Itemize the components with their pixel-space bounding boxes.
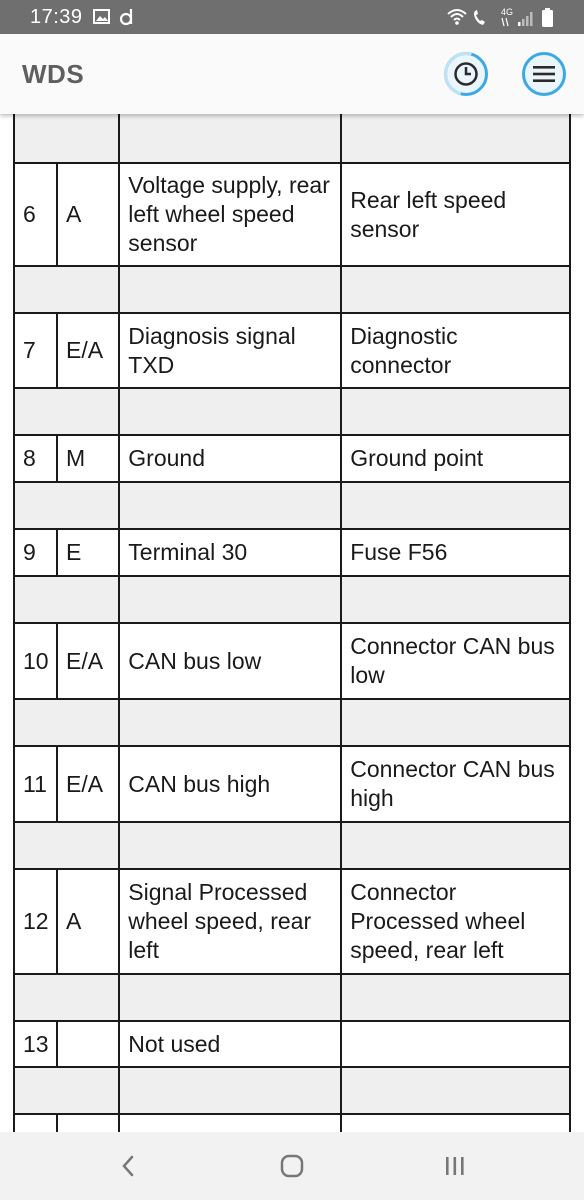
app-bar: [0, 34, 584, 114]
separator-row: [14, 699, 570, 746]
separator-row: [14, 388, 570, 435]
pin-table: [13, 114, 571, 1132]
description-cell: Diagnosis signal TXD: [119, 313, 341, 388]
description-cell: Terminal 30: [119, 529, 341, 576]
connection-cell: Rear left speed sensor: [341, 163, 570, 266]
system-nav-bar: [0, 1132, 584, 1200]
description-cell: CAN bus high: [119, 746, 341, 822]
signal-icon: [518, 12, 533, 26]
d-app-icon: [121, 9, 131, 24]
wifi-icon: [448, 10, 466, 25]
separator-row: [14, 974, 570, 1021]
type-cell: A: [57, 163, 119, 266]
back-button[interactable]: [88, 1132, 168, 1200]
table-row: [14, 1021, 570, 1067]
pin-cell: 12: [14, 869, 57, 974]
hamburger-menu-icon: [533, 65, 555, 83]
table-row: [14, 435, 570, 482]
status-time: 17:39: [30, 6, 83, 28]
menu-button[interactable]: [522, 52, 566, 96]
status-bar: [0, 0, 584, 34]
separator-row: [14, 266, 570, 313]
home-icon: [279, 1153, 305, 1179]
4g-icon: [501, 7, 513, 26]
type-cell: [57, 1021, 119, 1067]
recents-button[interactable]: [415, 1132, 495, 1200]
connection-cell: Ground point: [341, 435, 570, 482]
connection-cell: Connector CAN bus high: [341, 746, 570, 822]
table-row: [14, 313, 570, 388]
pin-cell: 7: [14, 313, 57, 388]
table-row: [14, 746, 570, 822]
separator-row: [14, 1067, 570, 1114]
connection-cell: Connector Processed wheel speed, rear left: [341, 869, 570, 974]
description-cell: Voltage supply, rear left wheel speed sensor: [119, 163, 341, 266]
table-row-partial: [14, 1114, 570, 1132]
type-cell: A: [57, 869, 119, 974]
pin-cell: 10: [14, 623, 57, 699]
type-cell: E/A: [57, 623, 119, 699]
table-row: [14, 623, 570, 699]
recents-icon: [443, 1155, 467, 1177]
description-cell: Not used: [119, 1021, 341, 1067]
table-row: [14, 163, 570, 266]
separator-row: [14, 482, 570, 529]
status-left-icons: [93, 8, 143, 26]
separator-row: [14, 114, 570, 163]
connection-cell: Connector CAN bus low: [341, 623, 570, 699]
table-row: [14, 529, 570, 576]
pin-cell: 8: [14, 435, 57, 482]
type-cell: M: [57, 435, 119, 482]
home-button[interactable]: [252, 1132, 332, 1200]
back-chevron-icon: [120, 1154, 136, 1178]
network-label: 4G: [501, 7, 514, 17]
app-title: WDS: [22, 59, 85, 89]
pin-cell: 11: [14, 746, 57, 822]
type-cell: E: [57, 529, 119, 576]
connection-cell: [341, 1021, 570, 1067]
type-cell: E/A: [57, 746, 119, 822]
history-button[interactable]: [444, 52, 488, 96]
image-icon: [94, 10, 109, 23]
clock-icon: [453, 61, 479, 87]
description-cell: Ground: [119, 435, 341, 482]
pin-cell: 13: [14, 1021, 57, 1067]
pin-table-container[interactable]: [0, 114, 584, 1132]
battery-icon: [542, 8, 553, 27]
separator-row: [14, 822, 570, 869]
separator-row: [14, 576, 570, 623]
pin-cell: 6: [14, 163, 57, 266]
pin-cell: 9: [14, 529, 57, 576]
connection-cell: Diagnostic connector: [341, 313, 570, 388]
description-cell: Signal Processed wheel speed, rear left: [119, 869, 341, 974]
table-row: [14, 869, 570, 974]
description-cell: CAN bus low: [119, 623, 341, 699]
status-right-icons: [446, 6, 558, 28]
call-icon: [474, 10, 485, 25]
connection-cell: Fuse F56: [341, 529, 570, 576]
type-cell: E/A: [57, 313, 119, 388]
